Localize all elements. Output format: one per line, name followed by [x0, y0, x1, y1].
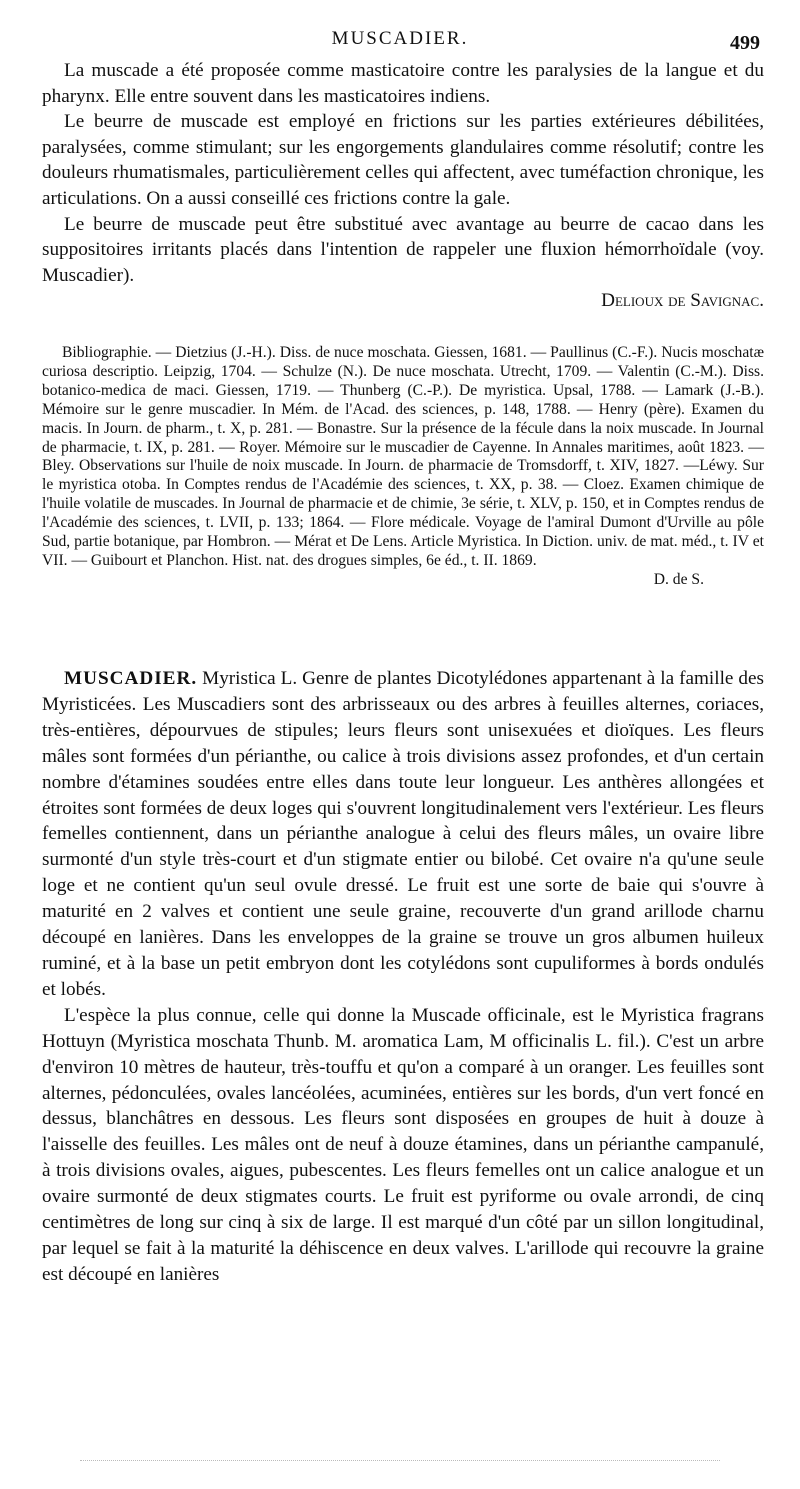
article-paragraph-genus: [42, 666, 764, 1003]
author-signature-line: [42, 288, 764, 314]
previous-article-ending: [42, 58, 764, 314]
bibliography-text: Bibliographie. — Dietzius (J.-H.). Diss. de nuce moschata. Giessen, 1681. — Paullinus (C.-F.). Nucis moschatæ curiosa descriptio. Leipzig, 1704. — Schulze (N.). De nuce moschata. Utrecht, 1709. — Valentin (C.-M.). Diss. botanico-medica de maci. Giessen, 1719. — Thunberg (C.-P.). De myristica. Upsal, 1788. — Lamark (J.-B.). Mémoire sur le genre muscadier. In Mém. de l'Acad. des sciences, p. 148, 1788. — Henry (père). Examen du macis. In Journ. de pharm., t. X, p. 281. — Bonastre. Sur la présence de la fécule dans la noix muscade. In Journal de pharmacie, t. IX, p. 281. — Royer. Mémoire sur le muscadier de Cayenne. In Annales maritimes, août 1823. — Bley. Observations sur l'huile de noix muscade. In Journ. de pharmacie de Tromsdorff, t. XIV, 1827. —Léwy. Sur le myristica otoba. In Comptes rendus de l'Académie des sciences, t. XX, p. 38. — Cloez. Examen chimique de l'huile volatile de muscades. In Journal de pharmacie et de chimie, 3e série, t. XLV, p. 150, et in Comptes rendus de l'Académie des sciences, t. LVII, p. 133; 1864. — Flore médicale. Voyage de l'amiral Dumont d'Urville au pôle Sud, partie botanique, par Hombron. — Mérat et De Lens. Article Myristica. In Diction. univ. de mat. méd., t. IV et VII. — Guibourt et Planchon. Hist. nat. des drogues simples, 6e éd., t. II. 1869.: [42, 344, 764, 569]
paragraph-beurre-suppositoires: Le beurre de muscade peut être substitué avec avantage au beurre de cacao dans les suppositoires irritants placés dans l'intention de rappeler une fluxion hémorrhoïdale (voy. Muscadier).: [42, 213, 764, 286]
bottom-dotted-rule: [80, 1460, 720, 1467]
muscadier-article: [42, 666, 764, 1288]
page-number: 499: [730, 32, 760, 54]
paragraph-masticatoire: La muscade a été proposée comme masticatoire contre les paralysies de la langue et du pharynx. Elle entre souvent dans les masticatoires indiens.: [42, 60, 764, 107]
bibliography: [42, 344, 764, 590]
bibliography-signature: D. de S.: [653, 570, 704, 588]
article-headword: MUSCADIER.: [64, 668, 198, 689]
article-paragraph-genus-text: Myristica L. Genre de plantes Dicotylédones appartenant à la famille des Myristicées. Les Muscadiers sont des arbrisseaux ou des arbres à feuilles alternes, coriaces, très-entières, dépourvues de stipules; leurs fleurs sont unisexuées et dioïques. Les fleurs mâles sont formées d'un périanthe, ou calice à trois divisions assez profondes, et d'un certain nombre d'étamines soudées entre elles dans toute leur longueur. Les anthères allongées et étroites sont formées de deux loges qui s'ouvrent longitudinalement vers l'extérieur. Les fleurs femelles contiennent, dans un périanthe analogue à celui des fleurs mâles, un ovaire libre surmonté d'un style très-court et d'un stigmate entier ou bilobé. Cet ovaire n'a qu'une seule loge et ne contient qu'un seul ovule dressé. Le fruit est une sorte de baie qui s'ouvre à maturité en 2 valves et contient une seule graine, recouverte d'un grand arillode charnu découpé en lanières. Dans les enveloppes de la graine se trouve un gros albumen huileux ruminé, et à la base un petit embryon dont les cotylédons sont cupuliformes à bords ondulés et lobés.: [42, 668, 765, 1000]
running-head: [0, 28, 800, 52]
running-title: MUSCADIER.: [331, 28, 469, 49]
article-paragraph-species: L'espèce la plus connue, celle qui donne la Muscade officinale, est le Myristica fragrans Hottuyn (Myristica moschata Thunb. M. aromatica Lam, M officinalis L. fil.). C'est un arbre d'environ 10 mètres de hauteur, très-touffu et qu'on a comparé à un oranger. Les feuilles sont alternes, pédonculées, ovales lancéolées, acuminées, entières sur les bords, d'un vert foncé en dessus, blanchâtres en dessous. Les fleurs sont disposées en groupes de huit à douze à l'aisselle des feuilles. Les mâles ont de neuf à douze étamines, dans un périanthe campanulé, à trois divisions ovales, aigues, pubescentes. Les fleurs femelles ont un calice analogue et un ovaire surmonté de deux stigmates courts. Le fruit est pyriforme ou ovale arrondi, de cinq centimètres de long sur cinq à six de large. Il est marqué d'un côté par un sillon longitudinal, par lequel se fait à la maturité la déhiscence en deux valves. L'arillode qui recouvre la graine est découpé en lanières: [42, 1004, 764, 1285]
paragraph-beurre-frictions: Le beurre de muscade est employé en frictions sur les parties extérieures débilitées, paralysées, comme stimulant; sur les engorgements glandulaires comme résolutif; contre les douleurs rhumatismales, particulièrement celles qui affectent, avec tuméfaction chronique, les articulations. On a aussi conseillé ces frictions contre la gale.: [42, 111, 764, 209]
author-signature: Delioux de Savignac.: [601, 290, 764, 312]
